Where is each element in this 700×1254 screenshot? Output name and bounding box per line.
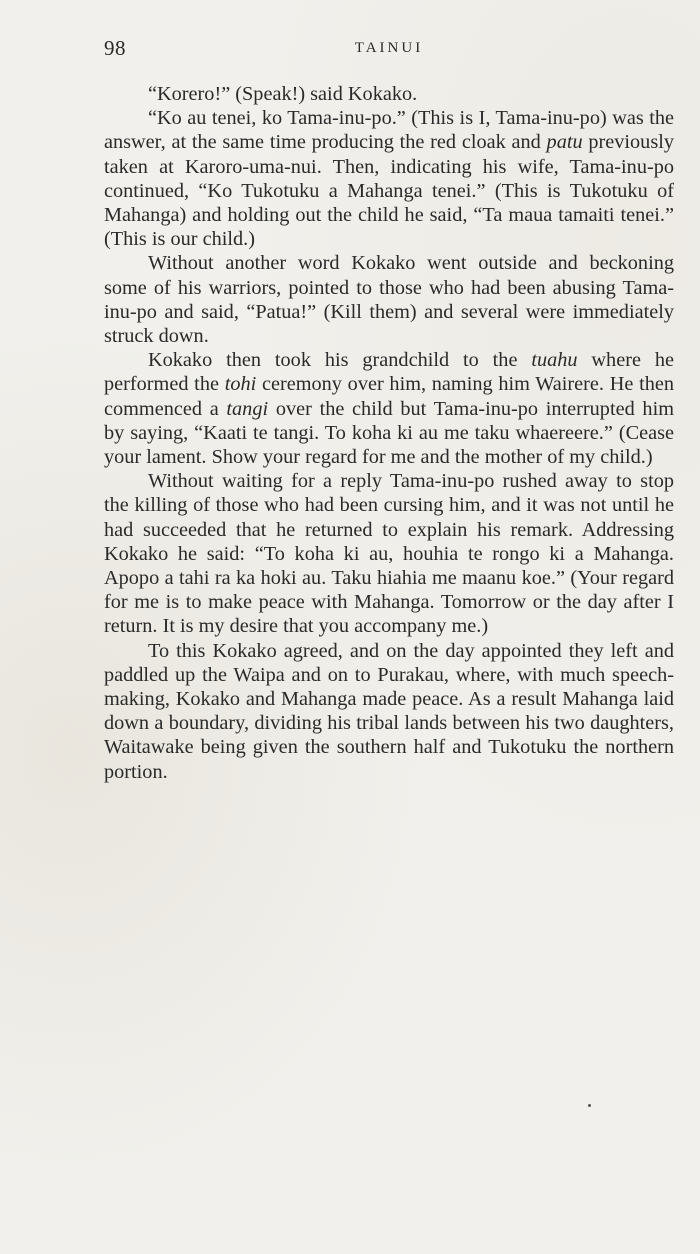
print-speck: [588, 1104, 591, 1107]
body-text: [104, 82, 674, 784]
text-run: “Korero!” (Speak!) said Kokako.: [148, 83, 418, 105]
text-run: previously taken at Karoro-uma-nui. Then, indicating his wife, Tama-inu-po continued, “Ko Tukotuku a Mahanga tenei.” (This is Tukotuku of Mahanga) and holding out the child he said, “Ta maua tamaiti tenei.” (This is our child.): [104, 131, 674, 251]
paragraph: [104, 251, 674, 348]
page-header: [104, 36, 674, 64]
text-run: Without another word Kokako went outside and beckoning some of his warriors, pointed to those who had been abusing Tama-inu-po and said, “Patua!” (Kill them) and several were immediately struck down.: [104, 252, 674, 348]
running-title: TAINUI: [354, 40, 424, 56]
paragraph: [104, 348, 674, 469]
paragraph: [104, 82, 674, 106]
text-run: ceremony over him, naming him Wairere. He then commenced a: [104, 373, 674, 420]
italic-term: patu: [546, 131, 583, 154]
text-run: To this Kokako agreed, and on the day appointed they left and paddled up the Waipa and on to Purakau, where, with much speech-making, Kokako and Mahanga made peace. As a result Mahanga laid down a boundary, dividing his tribal lands between his two daughters, Waitawake being given the southern half and Tukotuku the northern portion.: [104, 639, 674, 783]
page-number: 98: [104, 36, 126, 60]
paragraph: [104, 639, 674, 784]
paragraph: [104, 106, 674, 251]
text-run: where he performed the: [104, 349, 674, 396]
text-run: over the child but Tama-inu-po interrupted him by saying, “Kaati te tangi. To koha ki au me taku whaereere.” (Cease your lament. Show your regard for me and the mother of my child.): [104, 397, 674, 469]
text-run: Kokako then took his grandchild to the: [148, 349, 532, 372]
text-run: Without waiting for a reply Tama-inu-po rushed away to stop the killing of those who had been cursing him, and it was not until he had succeeded that he returned to explain his remark. Addressing Kokako he said: “To koha ki au, houhia te rongo ki a Mahanga. Apopo a tahi ra ka hoki au. Taku hiahia me maanu koe.” (Your regard for me is to make peace with Mahanga. Tomorrow or the day after I return. It is my desire that you accompany me.): [104, 470, 674, 638]
italic-term: tangi: [226, 397, 269, 420]
italic-term: tuahu: [531, 349, 578, 372]
paragraph: [104, 469, 674, 638]
italic-term: tohi: [224, 373, 257, 396]
text-run: “Ko au tenei, ko Tama-inu-po.” (This is I, Tama-inu-po) was the answer, at the same time producing the red cloak and: [104, 107, 674, 154]
